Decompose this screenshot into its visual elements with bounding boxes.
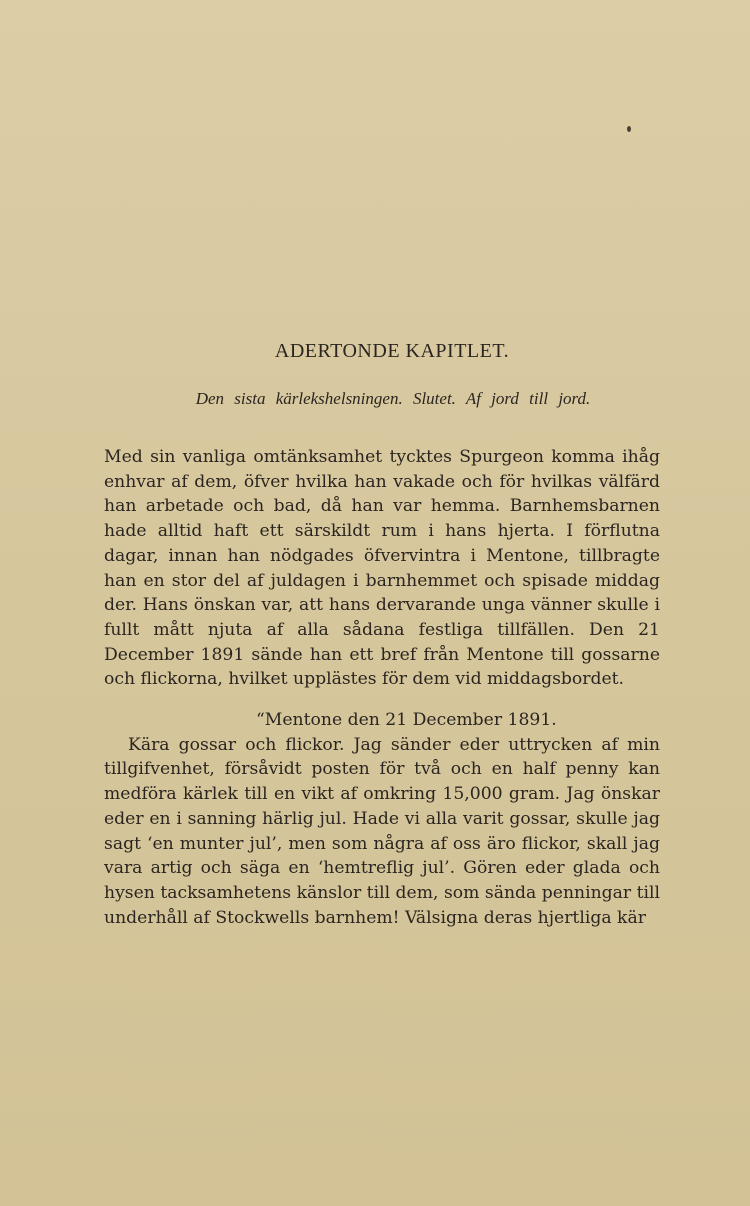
book-page — [104, 340, 660, 930]
letter-paragraph: Kära gossar och flickor. Jag sänder eder uttrycken af min tillgifvenhet, försåvidt posten för två och en half penny kan medföra kärlek till en vikt af omkring 15,000 gram. Jag önskar eder en i sanning härlig jul. Hade vi alla varit gossar, skulle jag sagt ‘en munter jul’, men som några af oss äro flickor, skall jag vara artig och säga en ‘hemtreflig jul’. Gören eder glada och hysen tacksamhetens känslor till dem, som sända penningar till underhåll af Stockwells barnhem! Välsigna deras hjertliga kär — [104, 734, 660, 928]
letter-heading: “Mentone den 21 December 1891. — [256, 710, 557, 731]
chapter-subtitle: Den sista kärlekshelsningen. Slutet. Af jord till jord. — [195, 389, 591, 408]
body-paragraph: Med sin vanliga omtänksamhet tycktes Spurgeon komma ihåg enhvar af dem, öfver hvilka han vakade och för hvilkas välfärd han arbetade och bad, då han var hemma. Barnhemsbarnen hade alltid haft ett särskildt rum i hans hjerta. I förflutna dagar, innan han nödgades öfvervintra i Mentone, tillbragte han en stor del af juldagen i barnhemmet och spisade middag der. Hans önskan var, att hans dervarande unga vänner skulle i fullt mått njuta af alla sådana festliga tillfällen. Den 21 December 1891 sände han ett bref från Mentone till gossarne och flickorna, hvilket upplästes för dem vid middagsbordet. — [104, 447, 660, 690]
ink-speck — [627, 126, 631, 132]
chapter-title: ADERTONDE KAPITLET. — [274, 340, 510, 362]
